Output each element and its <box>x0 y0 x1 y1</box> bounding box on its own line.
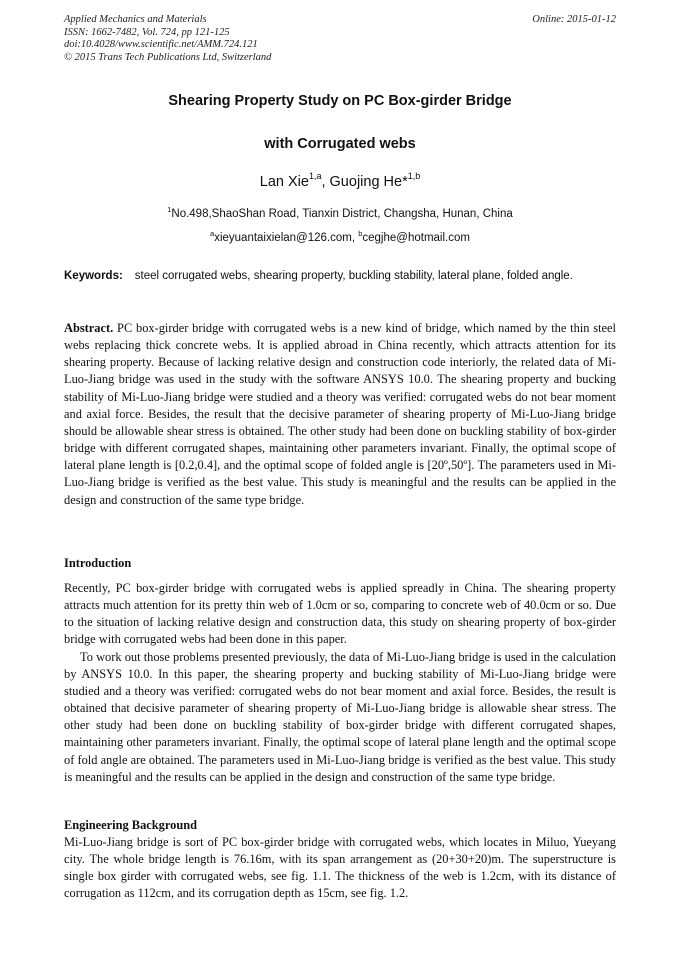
keywords-label: Keywords: <box>64 270 123 282</box>
affiliation-emails <box>64 229 616 244</box>
abstract-section <box>64 320 616 509</box>
author-1-affiliation-mark: 1,a <box>308 171 322 181</box>
engineering-background-heading: Engineering Background <box>64 818 197 832</box>
affiliation-address <box>64 205 616 220</box>
keywords-section <box>64 268 616 285</box>
keywords-text: steel corrugated webs, shearing property, buckling stability, lateral plane, folded angle. <box>134 270 573 282</box>
affiliation-address-text: No.498,ShaoShan Road, Tianxin District, Changsha, Hunan, China <box>171 208 513 220</box>
copyright-line: © 2015 Trans Tech Publications Ltd, Switzerland <box>64 51 272 63</box>
abstract-text: PC box-girder bridge with corrugated webs is a new kind of bridge, which named by the thin steel webs replacing thick concrete webs. It is applied abroad in China recently, which attracts attention for its shearing property. Because of lacking relative design and construction code interiorly, the related data of Mi-Luo-Jiang bridge was used in the study with the software ANSYS 10.0. The shearing property and bucking stability of Mi-Luo-Jiang bridge were studied and a theory was verified: corrugated webs do not bear moment and axial force. Besides, the result that the decisive parameter of shearing property of Mi-Luo-Jiang bridge should be allowable shear stress is obtained. The other study had been done on buckling stability of box-girder bridge with different corrugated shapes, maintaining other parameters invariant. Finally, the optimal scope of lateral plane length is [0.2,0.4], and the optimal scope of folded angle is [20º,50º]. The parameters used in Mi-Luo-Jiang bridge is verified as the best value. This study is meaningful and the results can be applied in the design and construction of the same type bridge. <box>64 321 616 507</box>
email-a-mark: a <box>210 229 215 238</box>
issn-line: ISSN: 1662-7482, Vol. 724, pp 121-125 <box>64 26 230 38</box>
online-date: Online: 2015-01-12 <box>532 14 616 25</box>
email-b-mark: b <box>358 229 363 238</box>
journal-name: Applied Mechanics and Materials <box>64 14 207 25</box>
engineering-background-paragraph: Mi-Luo-Jiang bridge is sort of PC box-girder bridge with corrugated webs, which locates in Miluo, Yueyang city. The whole bridge length is 76.16m, with its span arrangement as (20+30+20)m. The superstructure is single box girder with corrugated webs, see fig. 1.1. The thickness of the web is 1.2cm, with its distance of corrugation as 112cm, and its corrugation depth as 15cm, see fig. 1.2. <box>64 835 616 901</box>
engineering-background-section <box>64 834 616 903</box>
introduction-paragraph-1: Recently, PC box-girder bridge with corrugated webs is applied spreadly in China. The shearing property attracts much attention for its pretty thin web of 1.0cm or so, comparing to concrete web of 40.0cm or so. Due to the situation of lacking relative design and construction data, this study on shearing property of box-girder bridge with corrugated webs had been done in this paper. <box>64 581 616 647</box>
paper-title-line-1: Shearing Property Study on PC Box-girder Bridge <box>168 93 512 109</box>
author-separator: , <box>321 174 330 190</box>
affiliation-mark: 1 <box>167 205 172 214</box>
author-2: Guojing He* <box>329 174 408 190</box>
author-list <box>64 171 616 190</box>
paper-title-line-2: with Corrugated webs <box>264 136 416 152</box>
introduction-section <box>64 580 616 786</box>
email-a: xieyuantaixielan@126.com, <box>214 232 359 244</box>
email-b: cegjhe@hotmail.com <box>362 232 470 244</box>
introduction-paragraph-2: To work out those problems presented previously, the data of Mi-Luo-Jiang bridge is used in the calculation by ANSYS 10.0. In this paper, the shearing property and bucking stability of Mi-Luo-Jiang bridge were studied and a theory was verified: corrugated webs do not bear moment and axial force. Besides, the result is obtained that decisive parameter of shearing property of Mi-Luo-Jiang bridge is allowable shear stress. The other study had been done on buckling stability of box-girder bridge with different corrugated shapes, maintaining other parameters invariant. Finally, the optimal scope of lateral plane length and the optimal scope of fold angle are obtained. The parameters used in Mi-Luo-Jiang bridge is verified as the best value. This study is meaningful and the results can be applied in the design and construction of the same type bridge. <box>64 649 616 784</box>
author-1: Lan Xie <box>259 174 309 190</box>
introduction-heading: Introduction <box>64 556 132 570</box>
author-2-affiliation-mark: 1,b <box>407 171 421 181</box>
abstract-label: Abstract. <box>64 321 114 335</box>
doi-line: doi:10.4028/www.scientific.net/AMM.724.121 <box>64 39 258 51</box>
journal-header <box>64 14 616 64</box>
